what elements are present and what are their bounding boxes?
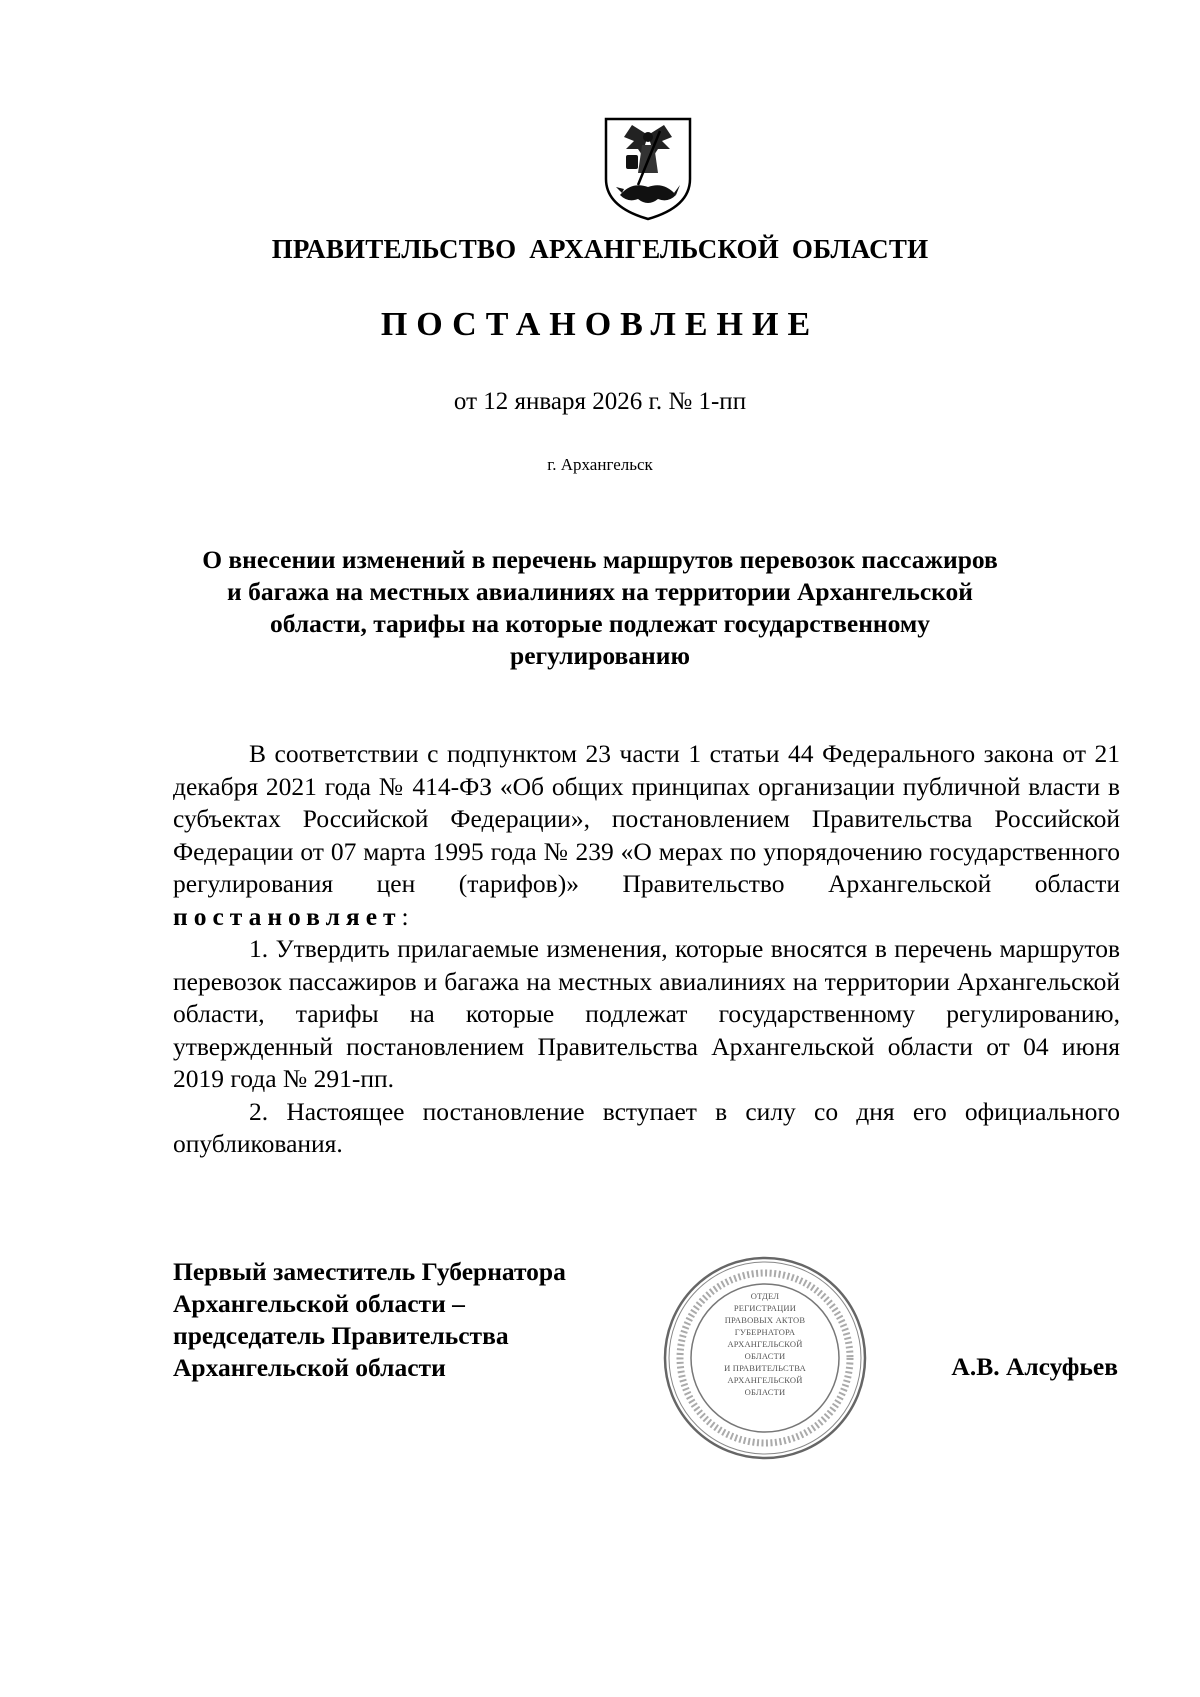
document-subject: О внесении изменений в перечень маршрутов перевозок пассажиров и багажа на местных авиалиниях на территории Архангельской области, тарифы на которые подлежат государственному регулированию (202, 545, 998, 670)
coat-of-arms-icon (602, 115, 694, 221)
seal-line: ОТДЕЛ (750, 1291, 780, 1301)
signatory-title-line: Архангельской области – (173, 1289, 465, 1318)
government-name: ПРАВИТЕЛЬСТВО АРХАНГЕЛЬСКОЙ ОБЛАСТИ (271, 234, 929, 264)
item-1-paragraph: 1. Утвердить прилагаемые изменения, которые вносятся в перечень маршрутов перевозок пассажиров и багажа на местных авиалиниях на территории Архангельской области, тарифы на которые подлежат государственному регулированию, утвержденный постановлением Правительства Архангельской области от 04 июня 2019 года № 291-пп. (173, 934, 1120, 1093)
seal-line: ОБЛАСТИ (744, 1351, 786, 1361)
signatory-title-line: Первый заместитель Губернатора (173, 1257, 566, 1286)
signatory-name: А.В. Алсуфьев (951, 1352, 1118, 1381)
seal-line: И ПРАВИТЕЛЬСТВА (724, 1363, 806, 1373)
seal-line: РЕГИСТРАЦИИ (733, 1303, 797, 1313)
decree-tail: : (401, 901, 409, 931)
signatory-title-line: председатель Правительства (173, 1321, 509, 1350)
document-type: ПОСТАНОВЛЕНИЕ (380, 306, 820, 343)
seal-line: ОБЛАСТИ (744, 1387, 786, 1397)
decree-word: постановляет (173, 901, 402, 931)
seal-line: АРХАНГЕЛЬСКОЙ (727, 1375, 803, 1385)
seal-center-text (700, 1290, 830, 1398)
seal-line: АРХАНГЕЛЬСКОЙ (727, 1339, 803, 1349)
document-body (173, 738, 1120, 1161)
document-place: г. Архангельск (547, 455, 653, 474)
document-date-number: от 12 января 2026 г. № 1-пп (453, 388, 747, 415)
signatory-title-line: Архангельской области (173, 1353, 446, 1382)
seal-line: ГУБЕРНАТОРА (734, 1327, 796, 1337)
preamble-text: В соответствии с подпунктом 23 части 1 статьи 44 Федерального закона от 21 декабря 2021 года № 414-ФЗ «Об общих принципах организации публичной власти в субъектах Российской Федерации», постановлением Правительства Российской Федерации от 07 марта 1995 года № 239 «О мерах по упорядочению государственного регулирования цен (тарифов)» Правительство Архангельской области (173, 739, 1120, 898)
seal-line: ПРАВОВЫХ АКТОВ (724, 1315, 806, 1325)
preamble-paragraph (173, 738, 1120, 933)
signatory-title (173, 1256, 566, 1384)
item-2-paragraph: 2. Настоящее постановление вступает в силу со дня его официального опубликования. (173, 1096, 1120, 1158)
